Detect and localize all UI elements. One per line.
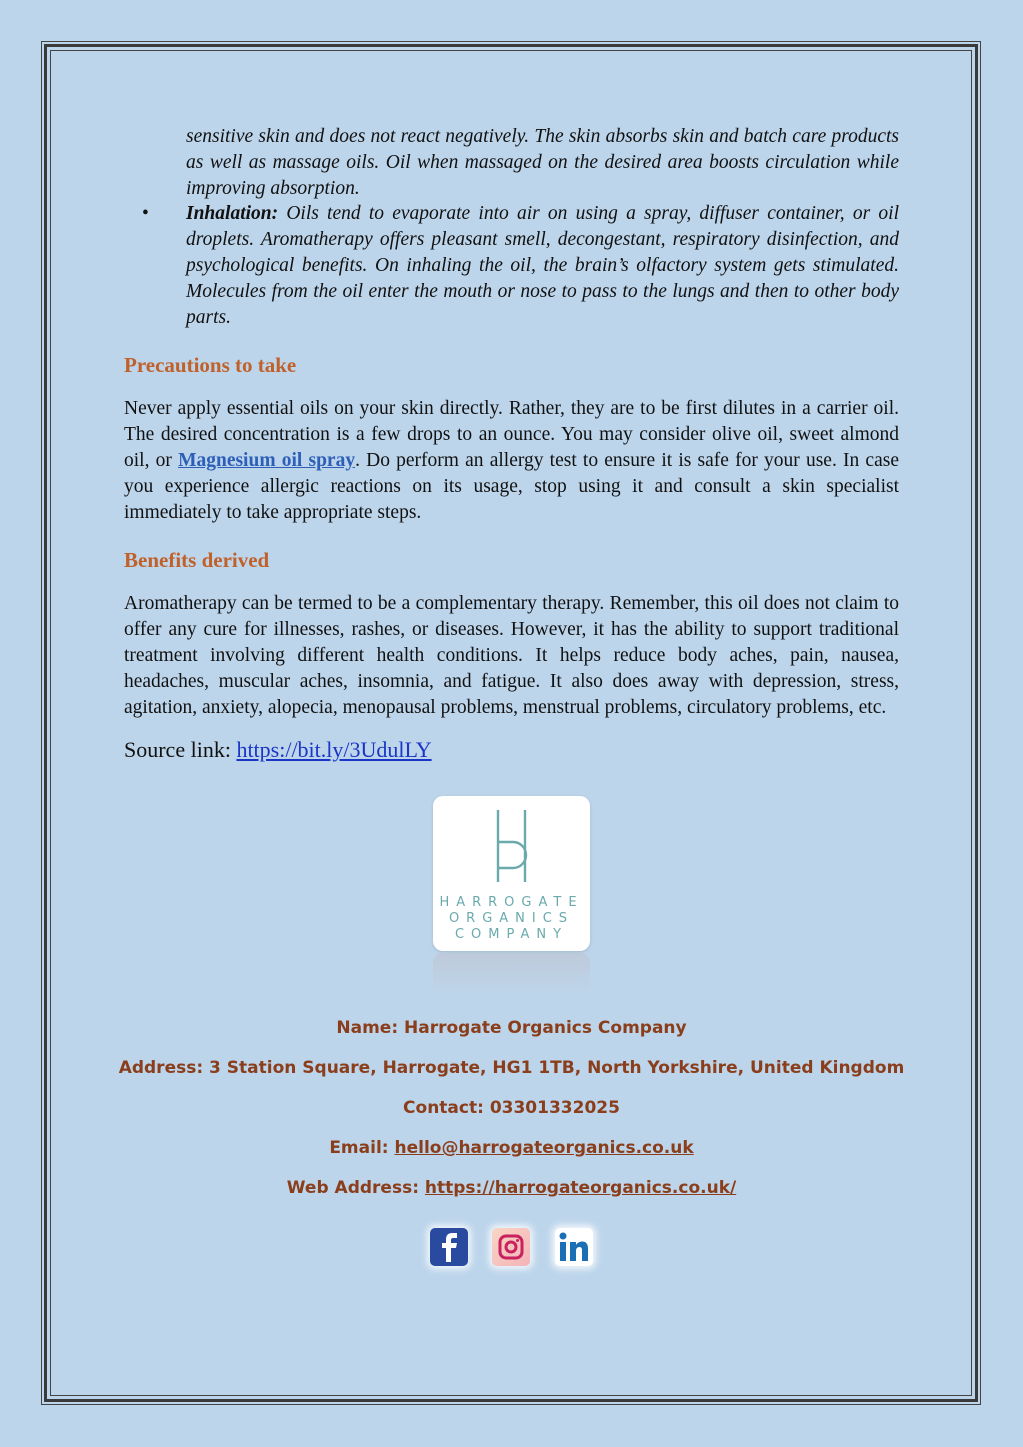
document-body: [124, 124, 899, 764]
bullet-term-inhalation: Inhalation:: [186, 203, 279, 225]
contact-email-line: [0, 1138, 1023, 1158]
logo-text-line1: HARROGATE: [439, 895, 584, 910]
magnesium-oil-spray-link[interactable]: Magnesium oil spray: [178, 449, 356, 471]
instagram-icon[interactable]: [492, 1228, 530, 1266]
web-link[interactable]: https://harrogateorganics.co.uk/: [424, 1178, 737, 1198]
benefits-paragraph: Aromatherapy can be termed to be a complementary therapy. Remember, this oil does not claim to offer any cure for illnesses, rashes, or diseases. However, it has the ability to support traditional treatment involving different health conditions. It helps reduce body aches, pain, nausea, headaches, muscular aches, insomnia, and fatigue. It also does away with depression, stress, agitation, anxiety, alopecia, menopausal problems, menstrual problems, circulatory problems, etc.: [124, 593, 899, 718]
source-label: Source link:: [124, 737, 237, 763]
precautions-heading: Precautions to take: [124, 353, 297, 378]
precautions-text-before: Never apply essential oils on your skin directly. Rather, they are to be first dilutes in a carrier oil. The desired concentration is a few drops to an ounce. You may consider olive oil, sweet almond oil, or: [124, 398, 899, 471]
logo-monogram-icon: [433, 796, 590, 896]
email-label: Email:: [329, 1138, 395, 1158]
bullet-marker: •: [142, 203, 149, 225]
logo-reflection: [433, 953, 590, 995]
bullet-text-inhalation: Oils tend to evaporate into air on using a spray, diffuser container, or oil droplets. Aromatherapy offers pleasant smell, decongestant, respiratory disinfection, and psychological benefits. On inhaling the oil, the brain’s olfactory system gets stimulated. Molecules from the oil enter the mouth or nose to pass to the lungs and then to other body parts.: [186, 203, 899, 328]
contact-phone: Contact: 03301332025: [403, 1098, 620, 1118]
bullet-list: [142, 124, 899, 330]
instagram-glyph: [492, 1228, 530, 1266]
precautions-text-after: . Do perform an allergy test to ensure it is safe for your use. In case you experience allergic reactions on its usage, stop using it and consult a skin specialist immediately to take appropriate steps.: [124, 449, 899, 523]
web-label: Web Address:: [286, 1178, 425, 1198]
logo-text-line2: ORGANICS: [448, 911, 575, 926]
logo-text-line3: COMPANY: [454, 927, 569, 942]
source-line: [124, 736, 899, 764]
source-link[interactable]: https://bit.ly/3UdulLY: [236, 737, 432, 763]
contact-address: Address: 3 Station Square, Harrogate, HG1 1TB, North Yorkshire, United Kingdom: [118, 1058, 905, 1078]
bullet-continuation: sensitive skin and does not react negatively. The skin absorbs skin and batch care products as well as massage oils. Oil when massaged on the desired area boosts circulation while improving absorption.: [186, 126, 899, 199]
contact-name: Name: Harrogate Organics Company: [336, 1018, 687, 1038]
facebook-glyph: [430, 1228, 468, 1266]
precautions-paragraph: [124, 396, 899, 525]
facebook-icon[interactable]: [430, 1228, 468, 1266]
linkedin-icon[interactable]: [555, 1228, 593, 1266]
email-link[interactable]: hello@harrogateorganics.co.uk: [394, 1138, 694, 1158]
contact-web-line: [0, 1178, 1023, 1198]
company-logo: [433, 796, 590, 951]
linkedin-glyph: [555, 1228, 593, 1266]
benefits-heading: Benefits derived: [124, 548, 270, 573]
bullet-item-inhalation: [142, 201, 899, 330]
